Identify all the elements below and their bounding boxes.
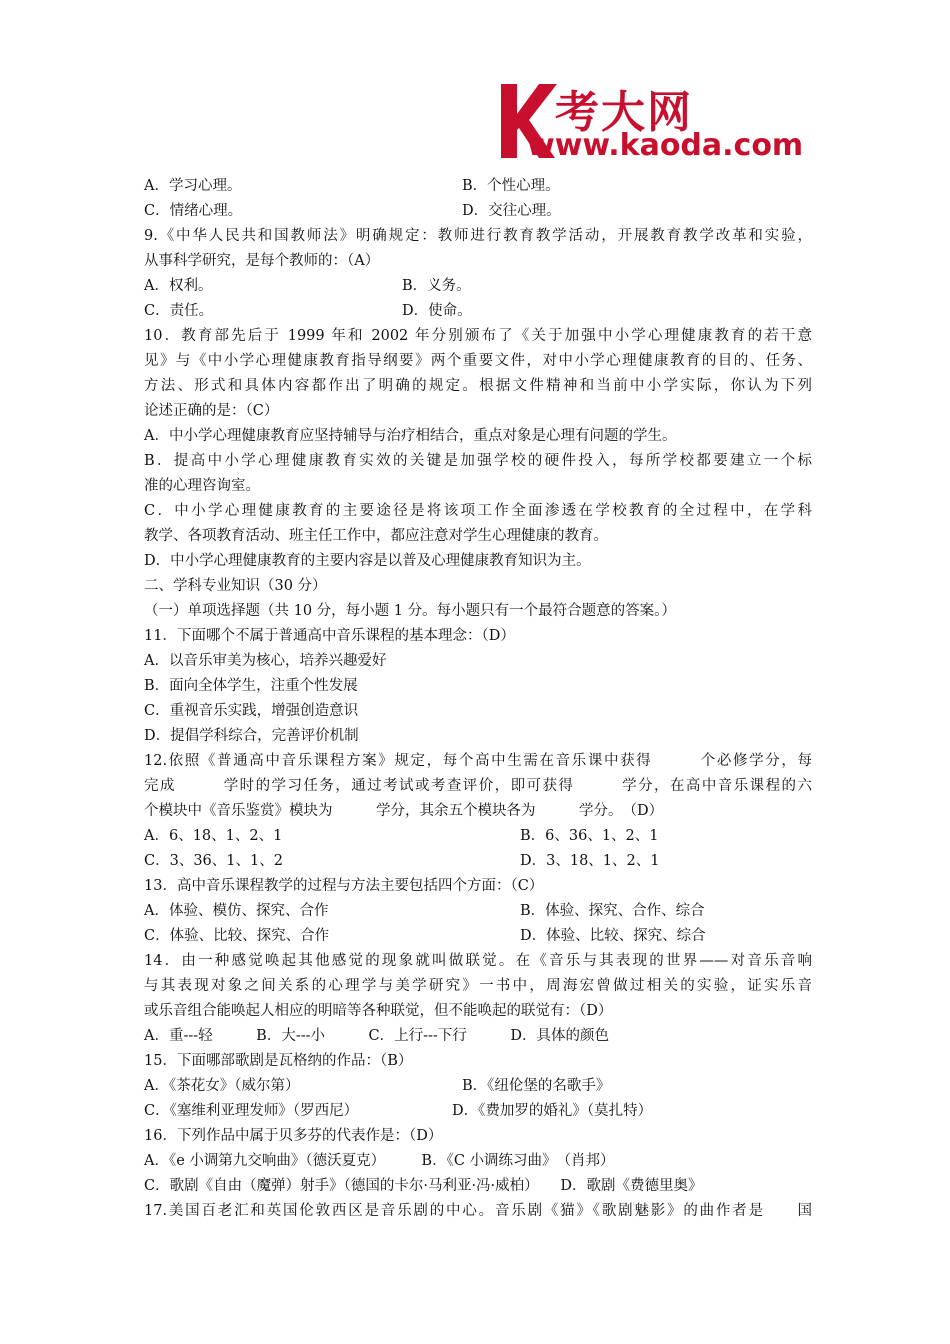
text-line: A．中小学心理健康教育应坚持辅导与治疗相结合，重点对象是心理有问题的学生。 bbox=[144, 428, 677, 444]
question-15: 15．下面哪部歌剧是瓦格纳的作品：（B） bbox=[144, 1053, 413, 1069]
text-line: D．中小学心理健康教育的主要内容是以普及心理健康教育知识为主。 bbox=[144, 553, 591, 569]
text-line: C．中小学心理健康教育的主要途径是将该项工作全面渗透在学校教育的全过程中，在学科 bbox=[144, 503, 812, 519]
option-row: C．体验、比较、探究、合作 D．体验、比较、探究、综合 bbox=[144, 928, 706, 944]
text-line: 个模块中《音乐鉴赏》模块为 学分，其余五个模块各为 学分。 （D） bbox=[144, 803, 664, 819]
text-line: B．提高中小学心理健康教育实效的关键是加强学校的硬件投入，每所学校都要建立一个标 bbox=[144, 453, 812, 469]
option-row: A．6、18、1、2、1 B．6、36、1、2、1 bbox=[144, 828, 659, 844]
option-row: C．3、36、1、1、2 D．3、18、1、2、1 bbox=[144, 853, 660, 869]
text-line: A．重---轻 B．大---小 C．上行---下行 D．具体的颜色 bbox=[144, 1028, 609, 1044]
question-13: 13．高中音乐课程教学的过程与方法主要包括四个方面：（C） bbox=[144, 878, 544, 894]
text-line: 教学、各项教育活动、班主任工作中，都应注意对学生心理健康的教育。 bbox=[144, 528, 608, 544]
text-line: 或乐音组合能唤起人相应的明暗等各种联觉，但不能唤起的联觉有：（D） bbox=[144, 1003, 613, 1019]
section-heading: 二、学科专业知识（30 分） bbox=[144, 578, 327, 594]
question-16: 16．下列作品中属于贝多芬的代表作是：（D） bbox=[144, 1128, 443, 1144]
option-row: A．体验、模仿、探究、合作 B．体验、探究、合作、综合 bbox=[144, 903, 705, 919]
document-body bbox=[144, 174, 812, 1224]
text-line: 9.《中华人民共和国教师法》明确规定：教师进行教育教学活动，开展教育教学改革和实验， bbox=[144, 228, 812, 244]
option-row: A．学习心理。 B．个性心理。 bbox=[144, 178, 560, 194]
question-11: 11．下面哪个不属于普通高中音乐课程的基本理念：（D） bbox=[144, 628, 515, 644]
option-row: C．情绪心理。 D．交往心理。 bbox=[144, 203, 561, 219]
question-17: 17.美国百老汇和英国伦敦西区是音乐剧的中心。音乐剧《猫》《歌剧魅影》的曲作者是 国 bbox=[144, 1203, 812, 1219]
logo-title: 考大网 bbox=[555, 87, 693, 138]
option-row: C．《塞维利亚理发师》（罗西尼） D．《费加罗的婚礼》（莫扎特） bbox=[144, 1103, 653, 1119]
text-line: 与其表现对象之间关系的心理学与美学研究》一书中，周海宏曾做过相关的实验，证实乐音 bbox=[144, 978, 812, 994]
option-row: A．《茶花女》（威尔第） B．《纽伦堡的名歌手》 bbox=[144, 1078, 611, 1094]
text-line: B．面向全体学生，注重个性发展 bbox=[144, 678, 358, 694]
text-line: D．提倡学科综合，完善评价机制 bbox=[144, 728, 359, 744]
text-line: 见》与《中小学心理健康教育指导纲要》两个重要文件，对中小学心理健康教育的目的、任务、 bbox=[144, 353, 812, 369]
text-line: C．重视音乐实践，增强创造意识 bbox=[144, 703, 359, 719]
option-row: A．权利。 B．义务。 bbox=[144, 278, 471, 294]
text-line: 方法、形式和具体内容都作出了明确的规定。根据文件精神和当前中小学实际，你认为下列 bbox=[144, 378, 812, 394]
option-row: C．责任。 D．使命。 bbox=[144, 303, 472, 319]
subsection-heading: （一）单项选择题（共 10 分，每小题 1 分。每小题只有一个最符合题意的答案。） bbox=[144, 603, 676, 619]
question-14: 14．由一种感觉唤起其他感觉的现象就叫做联觉。在《音乐与其表现的世界——对音乐音响 bbox=[144, 953, 812, 969]
kaoda-logo bbox=[495, 80, 815, 165]
logo-url: www.kaoda.com bbox=[527, 128, 804, 163]
text-line: A．《e 小调第九交响曲》（德沃夏克） B．《C 小调练习曲》 （肖邦） bbox=[144, 1153, 615, 1169]
text-line: 完成 学时的学习任务，通过考试或考查评价，即可获得 学分，在高中音乐课程的六 bbox=[144, 778, 812, 794]
text-line: 10．教育部先后于 1999 年和 2002 年分别颁布了《关于加强中小学心理健康教育的若干意 bbox=[144, 328, 812, 344]
text-line: 从事科学研究，是每个教师的：（A） bbox=[144, 253, 380, 269]
text-line: 论述正确的是：（C） bbox=[144, 403, 279, 419]
text-line: 准的心理咨询室。 bbox=[144, 478, 260, 494]
text-line: A．以音乐审美为核心，培养兴趣爱好 bbox=[144, 653, 387, 669]
question-12: 12.依照《普通高中音乐课程方案》规定，每个高中生需在音乐课中获得 个必修学分，每 bbox=[144, 753, 812, 769]
text-line: C．歌剧《自由（魔弹）射手》（德国的卡尔·马利亚·冯·威柏） D．歌剧《费德里奥》 bbox=[144, 1178, 703, 1194]
